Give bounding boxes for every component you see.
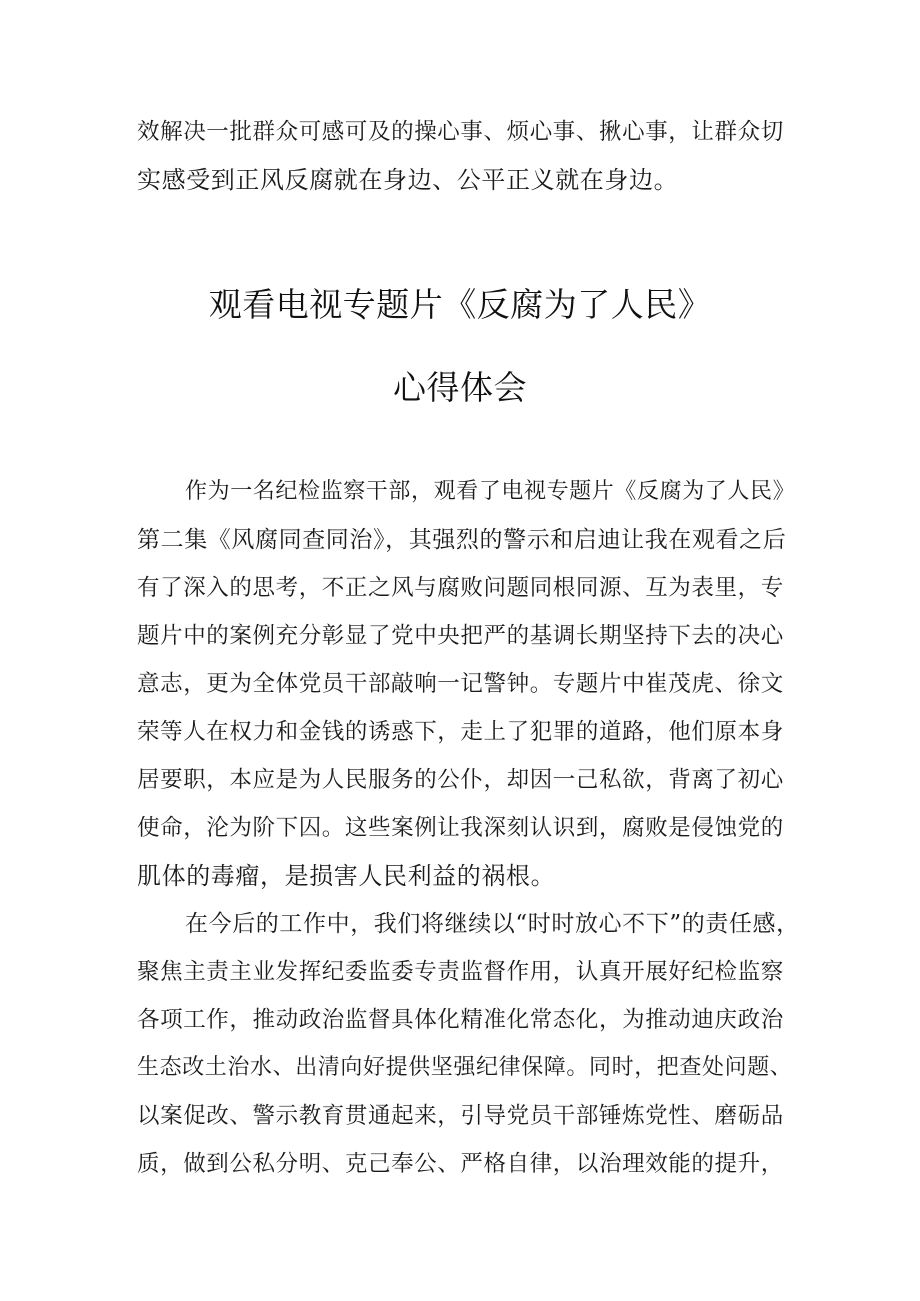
paragraph-1-line: 肌体的毒瘤，是损害人民利益的祸根。 <box>137 862 556 890</box>
paragraph-2-line: 生态改土治水、出清向好提供坚强纪律保障。同时，把查处问题、 <box>137 1055 793 1080</box>
paragraph-2-line: 以案促改、警示教育贯通起来，引导党员干部锤炼党性、磨砺品 <box>137 1103 784 1129</box>
paragraph-1-line: 有了深入的思考，不正之风与腐败问题同根同源、互为表里，专 <box>137 575 784 601</box>
paragraph-1-line: 居要职，本应是为人民服务的公仆，却因一己私欲，背离了初心 <box>137 767 784 793</box>
paragraph-1-line: 荣等人在权力和金钱的诱惑下，走上了犯罪的道路，他们原本身 <box>137 719 784 745</box>
document-title: 观看电视专题片《反腐为了人民》 <box>208 285 712 324</box>
paragraph-2-line: 聚焦主责主业发挥纪委监委专责监督作用，认真开展好纪检监察 <box>137 959 784 985</box>
paragraph-1-line: 题片中的案例充分彰显了党中央把严的基调长期坚持下去的决心 <box>137 623 784 649</box>
document-subtitle: 心得体会 <box>393 368 527 407</box>
paragraph-1-line: 作为一名纪检监察干部，观看了电视专题片《反腐为了人民》 <box>185 479 796 504</box>
paragraph-2-line: 在今后的工作中，我们将继续以“时时放心不下”的责任感， <box>185 911 800 937</box>
intro-line: 实感受到正风反腐就在身边、公平正义就在身边。 <box>137 166 679 194</box>
paragraph-2-line: 各项工作，推动政治监督具体化精准化常态化，为推动迪庆政治 <box>137 1007 784 1033</box>
paragraph-2-line: 质，做到公私分明、克己奉公、严格自律，以治理效能的提升， <box>137 1151 784 1177</box>
paragraph-1-line: 第二集《风腐同查同治》，其强烈的警示和启迪让我在观看之后 <box>137 527 787 553</box>
paragraph-1-line: 使命，沦为阶下囚。这些案例让我深刻认识到，腐败是侵蚀党的 <box>137 815 784 841</box>
intro-line: 效解决一批群众可感可及的操心事、烦心事、揪心事，让群众切 <box>137 119 784 145</box>
paragraph-1-line: 意志，更为全体党员干部敲响一记警钟。专题片中崔茂虎、徐文 <box>137 671 784 697</box>
